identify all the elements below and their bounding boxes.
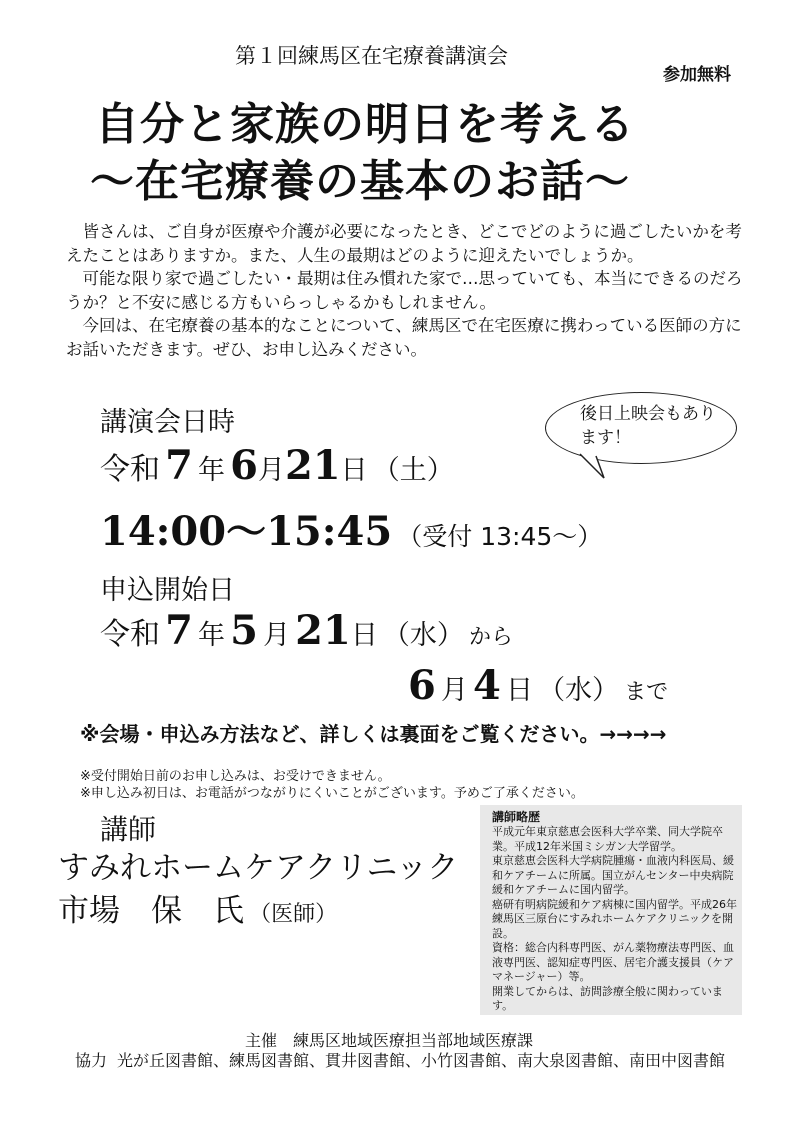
- intro-text: [66, 220, 746, 361]
- bio-paragraph: 東京慈恵会医科大学病院腫瘍・血液内科医局、緩和ケアチームに所属。国立がんセンター中央病院緩和ケアチームに国内留学。: [492, 854, 734, 896]
- application-start-day: 21: [295, 607, 351, 654]
- year-unit: 年: [198, 455, 226, 486]
- main-subtitle: ～在宅療養の基本のお話～: [90, 156, 630, 207]
- day-unit: 日: [340, 455, 368, 486]
- lecturer-clinic: すみれホームケアクリニック: [58, 850, 459, 886]
- intro-paragraph: 皆さんは、ご自身が医療や介護が必要になったとき、どこでどのように過ごしたいかを考えたことはありますか。また、人生の最期はどのように迎えたいでしょうか。: [66, 222, 742, 265]
- cooperation-list: 光が丘図書館、練馬図書館、貫井図書館、小竹図書館、南大泉図書館、南田中図書館: [117, 1051, 726, 1070]
- month-unit: 月: [257, 455, 285, 486]
- bio-paragraph: 平成元年東京慈恵会医科大学卒業、同大学院卒業。平成12年米国ミシガン大学留学。: [492, 825, 723, 853]
- application-year: 7: [165, 607, 193, 654]
- bio-paragraph: 資格：総合内科専門医、がん薬物療法専門医、血液専門医、認知症専門医、居宅介護支援員（ケアマネージャー）等。: [492, 941, 734, 983]
- application-start-date: [100, 607, 513, 654]
- from-label: から: [469, 625, 514, 650]
- bio-paragraph: 癌研有明病院緩和ケア病棟に国内留学。平成26年練馬区三原台にすみれホームケアクリニックを開設。: [492, 897, 737, 940]
- bio-heading: 講師略歴: [492, 810, 541, 824]
- year-unit: 年: [198, 620, 226, 651]
- bubble-tail: [578, 452, 608, 482]
- intro-paragraph: 可能な限り家で過ごしたい・最期は住み慣れた家で…思っていても、本当にできるのだろうか？と不安に感じる方もいらっしゃるかもしれません。: [66, 269, 743, 312]
- application-start-weekday: （水）: [382, 620, 464, 651]
- lecturer-label: 講師: [100, 813, 157, 846]
- era-label: 令和: [100, 452, 160, 487]
- intro-paragraph: 今回は、在宅療養の基本的なことについて、練馬区で在宅医療に携わっている医師の方にお話いただきます。ぜひ、お申し込みください。: [66, 316, 742, 359]
- day-unit: 日: [350, 620, 378, 651]
- bio-text: [492, 825, 737, 1014]
- see-back-note: ※会場・申込み方法など、詳しくは裏面をご覧ください。→→→→: [80, 722, 667, 746]
- lecturer-name: 市場 保 氏: [58, 893, 244, 929]
- bio-paragraph: 開業してからは、訪問診療全般に関わっています。: [492, 984, 723, 1012]
- application-end-date: [408, 662, 668, 709]
- day-unit: 日: [505, 675, 533, 706]
- event-time-range: 14:00～15:45: [100, 508, 393, 555]
- until-label: まで: [624, 680, 669, 705]
- event-series-title: 第１回練馬区在宅療養講演会: [235, 44, 508, 68]
- early-application-note: ※受付開始日前のお申し込みは、お受けできません。: [80, 769, 391, 784]
- event-year: 7: [165, 442, 193, 489]
- event-day: 21: [284, 442, 341, 489]
- application-end-weekday: （水）: [538, 675, 620, 706]
- organizer: 主催 練馬区地域医療担当部地域医療課: [245, 1031, 534, 1050]
- lecturer-role: （医師）: [249, 902, 338, 927]
- application-end-day: 4: [473, 662, 501, 709]
- reception-time: （受付 13:45～）: [397, 522, 603, 551]
- cooperation: [75, 1048, 725, 1071]
- month-unit: 月: [263, 620, 291, 651]
- screening-bubble-text: 後日上映会もあります！: [580, 404, 716, 448]
- event-time: [100, 500, 602, 557]
- month-unit: 月: [440, 675, 468, 706]
- era-label: 令和: [100, 617, 160, 652]
- first-day-phone-note: ※申し込み初日は、お電話がつながりにくいことがございます。予めご了承ください。: [80, 786, 584, 801]
- cooperation-label: 協力: [75, 1051, 108, 1070]
- event-month: 6: [230, 442, 258, 489]
- free-admission-badge: 参加無料: [663, 65, 731, 85]
- event-date: [100, 442, 454, 489]
- application-start-label: 申込開始日: [100, 575, 235, 606]
- lecturer-name-line: [58, 885, 337, 930]
- event-weekday: （土）: [372, 455, 454, 486]
- event-date-label: 講演会日時: [100, 407, 235, 438]
- main-title: 自分と家族の明日を考える: [95, 99, 635, 150]
- application-end-month: 6: [408, 662, 436, 709]
- application-start-month: 5: [230, 607, 258, 654]
